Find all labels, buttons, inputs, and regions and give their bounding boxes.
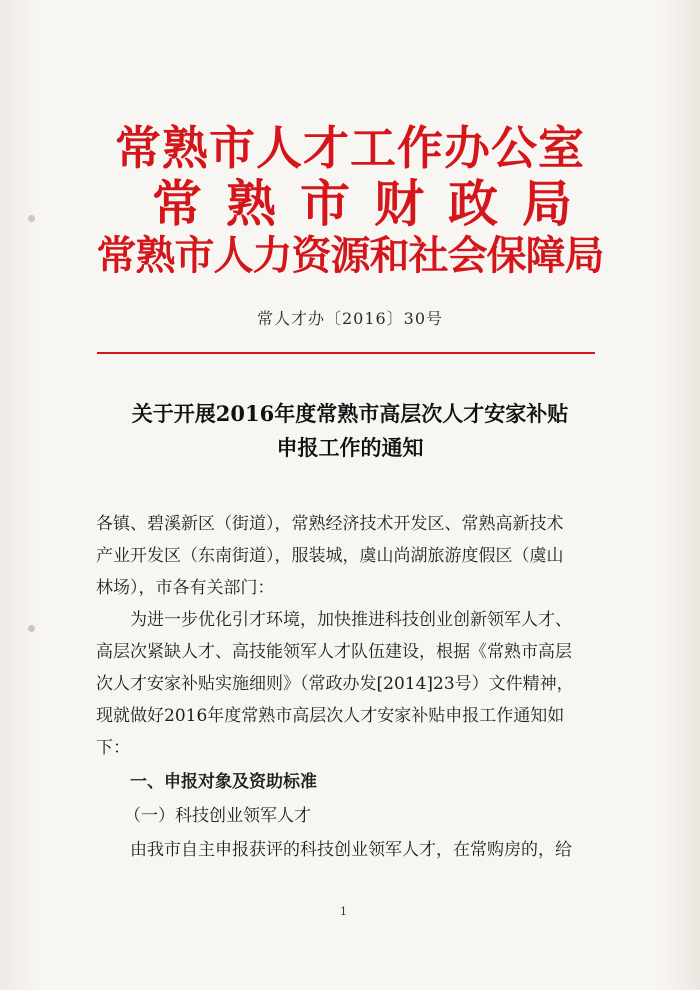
issuer-header-line-3: 常熟市人力资源和社会保障局: [96, 232, 604, 279]
paragraph-line: 高层次紧缺人才、高技能领军人才队伍建设，根据《常熟市高层: [96, 642, 572, 662]
document-title-line-2: 申报工作的通知: [276, 435, 424, 460]
page-number: 1: [340, 905, 347, 918]
recipients-line: 产业开发区（东南街道），服装城，虞山尚湖旅游度假区（虞山: [96, 546, 564, 566]
document-number: 常人才办〔2016〕30号: [256, 309, 444, 328]
subsection-heading: （一）科技创业领军人才: [124, 806, 311, 826]
paragraph-line: 由我市自主申报获评的科技创业领军人才，在常购房的，给: [130, 840, 572, 860]
punch-hole-mark: [28, 625, 35, 632]
paragraph-line: 现就做好2016年度常熟市高层次人才安家补贴申报工作通知如: [96, 706, 565, 726]
paragraph-line: 为进一步优化引才环境，加快推进科技创业创新领军人才、: [130, 610, 572, 630]
issuer-header-line-2: 常熟市财政局: [152, 174, 596, 233]
red-divider-line: [97, 352, 595, 354]
paragraph-line: 次人才安家补贴实施细则》（常政办发[2014]23号）文件精神，: [96, 674, 574, 694]
document-title-line-1: 关于开展2016年度常熟市高层次人才安家补贴: [131, 401, 569, 426]
recipients-line: 林场），市各有关部门：: [96, 578, 275, 598]
paragraph-line: 下：: [96, 738, 130, 758]
section-heading: 一、申报对象及资助标准: [130, 772, 317, 792]
issuer-header-line-1: 常熟市人才工作办公室: [115, 121, 585, 175]
recipients-line: 各镇、碧溪新区（街道），常熟经济技术开发区、常熟高新技术: [96, 514, 564, 534]
